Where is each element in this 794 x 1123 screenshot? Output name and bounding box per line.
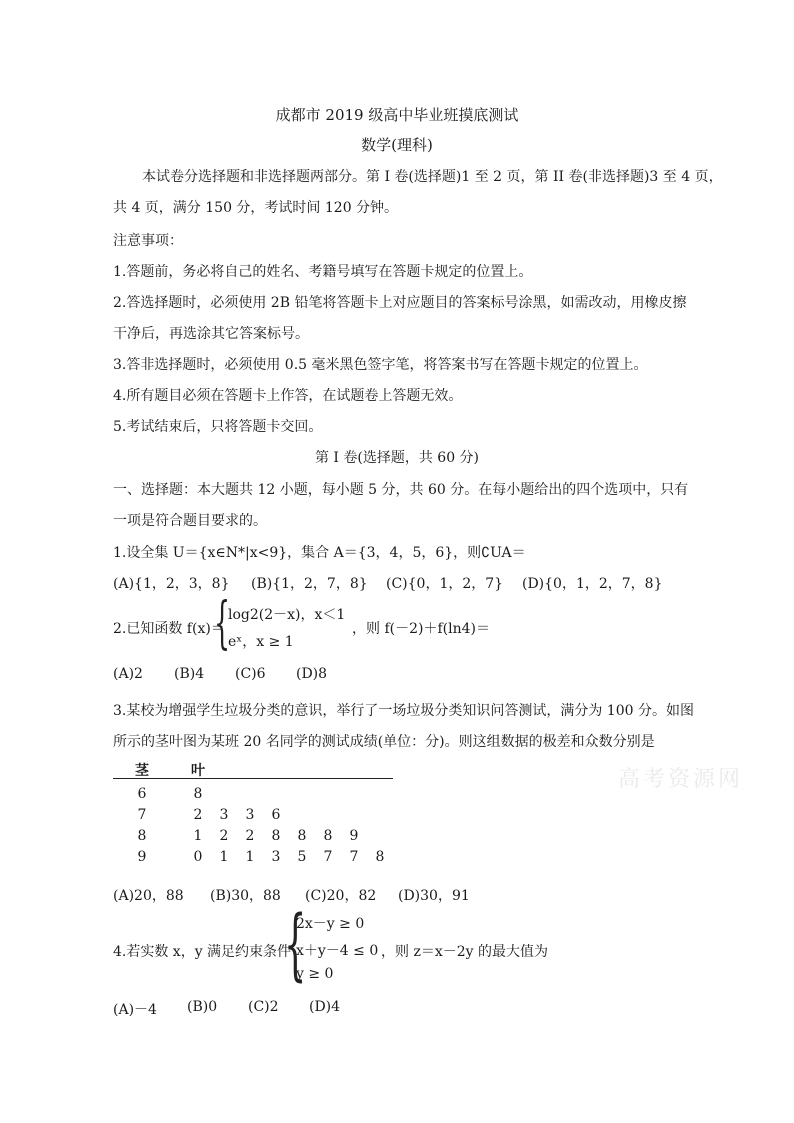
constraint-1: 2x－y ≥ 0 <box>296 916 365 932</box>
note-item-1: 1.答题前，务必将自己的姓名、考籍号填写在答题卡规定的位置上。 <box>113 264 533 280</box>
question-1-option-d: (D){0，1，2，7，8} <box>522 576 663 592</box>
question-3-option-b: (B)30，88 <box>210 888 281 904</box>
intro-line-1: 本试卷分选择题和非选择题两部分。第 I 卷(选择题)1 至 2 页，第 II 卷(非选择题)3 至 4 页， <box>142 169 723 185</box>
leaf-header: 叶 <box>191 763 205 779</box>
leaf-value: 7 <box>349 849 359 865</box>
leaf-value: 8 <box>297 828 307 844</box>
question-2-option-b: (B)4 <box>174 666 205 682</box>
leaf-value: 9 <box>349 828 359 844</box>
question-3-option-a: (A)20，88 <box>113 888 184 904</box>
piecewise-brace: { <box>214 591 231 656</box>
leaf-value: 5 <box>297 849 307 865</box>
question-4-option-b: (B)0 <box>187 999 218 1015</box>
question-1-option-c: (C){0，1，2，7} <box>386 576 504 592</box>
question-1-option-b: (B){1，2，7，8} <box>251 576 368 592</box>
question-3-stem-1: 3.某校为增强学生垃圾分类的意识，举行了一场垃圾分类知识问答测试，满分为 100 分。如图 <box>113 703 694 719</box>
leaf-value: 8 <box>323 828 333 844</box>
question-3-stem-2: 所示的茎叶图为某班 20 名同学的测试成绩(单位：分)。则这组数据的极差和众数分别是 <box>113 734 655 750</box>
question-4-option-a: (A)－4 <box>113 1002 157 1018</box>
subject-title: 数学(理科) <box>361 136 433 154</box>
intro-line-2: 共 4 页，满分 150 分，考试时间 120 分钟。 <box>113 200 399 216</box>
note-item-3: 3.答非选择题时，必须使用 0.5 毫米黑色签字笔，将答案书写在答题卡规定的位置上。 <box>113 357 648 373</box>
leaf-value: 8 <box>193 786 203 802</box>
stem-value: 9 <box>137 849 147 865</box>
stem-value: 8 <box>137 828 147 844</box>
leaf-value: 1 <box>193 828 203 844</box>
leaf-value: 3 <box>271 849 281 865</box>
note-item-5: 5.考试结束后，只将答题卡交回。 <box>113 419 323 435</box>
leaf-value: 0 <box>193 849 203 865</box>
exam-title: 成都市 2019 级高中毕业班摸底测试 <box>275 106 519 124</box>
question-2-option-c: (C)6 <box>235 666 266 682</box>
stem-value: 6 <box>137 786 147 802</box>
question-3-option-c: (C)20，82 <box>305 888 377 904</box>
section-1-instruction-2: 一项是符合题目要求的。 <box>113 513 267 529</box>
constraint-2: x＋y－4 ≤ 0 <box>296 943 379 959</box>
leaf-value: 6 <box>271 807 281 823</box>
note-item-2: 2.答选择题时，必须使用 2B 铅笔将答题卡上对应题目的答案标号涂黑，如需改动，用橡皮擦 <box>113 295 687 311</box>
question-4-stem-prefix: 4.若实数 x，y 满足约束条件 <box>113 944 292 960</box>
constraint-3: y ≥ 0 <box>296 966 334 982</box>
note-item-2-cont: 干净后，再选涂其它答案标号。 <box>113 326 309 342</box>
notes-heading: 注意事项： <box>113 233 183 249</box>
question-2-case-2: eˣ，x ≥ 1 <box>228 634 294 650</box>
leaf-value: 2 <box>245 828 255 844</box>
header-rule <box>113 778 393 779</box>
constraint-brace: { <box>284 900 307 990</box>
section-1-heading: 第 I 卷(选择题，共 60 分) <box>314 450 480 466</box>
question-1-option-a: (A){1，2，3，8} <box>113 576 230 592</box>
stem-value: 7 <box>137 807 147 823</box>
leaf-value: 2 <box>193 807 203 823</box>
question-1-stem: 1.设全集 U＝{x∈N*|x<9}，集合 A＝{3，4，5，6}，则∁UA＝ <box>113 545 526 561</box>
question-4-stem-suffix: ，则 z＝x－2y 的最大值为 <box>381 944 548 960</box>
question-2-stem-suffix: ，则 f(－2)＋f(ln4)＝ <box>352 621 490 637</box>
leaf-value: 8 <box>375 849 385 865</box>
leaf-value: 7 <box>323 849 333 865</box>
leaf-value: 8 <box>271 828 281 844</box>
leaf-value: 3 <box>219 807 229 823</box>
question-2-stem-prefix: 2.已知函数 f(x)＝ <box>113 621 225 637</box>
section-1-instruction-1: 一、选择题：本大题共 12 小题，每小题 5 分，共 60 分。在每小题给出的四个选项中，只有 <box>113 482 689 498</box>
leaf-value: 1 <box>245 849 255 865</box>
leaf-value: 3 <box>245 807 255 823</box>
watermark: 高考资源网 <box>618 767 744 792</box>
question-4-option-c: (C)2 <box>248 999 279 1015</box>
stem-header: 茎 <box>135 763 149 779</box>
note-item-4: 4.所有题目必须在答题卡上作答，在试题卷上答题无效。 <box>113 388 463 404</box>
question-4-option-d: (D)4 <box>309 999 341 1015</box>
leaf-value: 2 <box>219 828 229 844</box>
question-2-case-1: log2(2－x)，x＜1 <box>228 607 346 623</box>
question-2-option-a: (A)2 <box>113 666 143 682</box>
leaf-value: 1 <box>219 849 229 865</box>
question-3-option-d: (D)30，91 <box>398 888 470 904</box>
question-2-option-d: (D)8 <box>296 666 328 682</box>
